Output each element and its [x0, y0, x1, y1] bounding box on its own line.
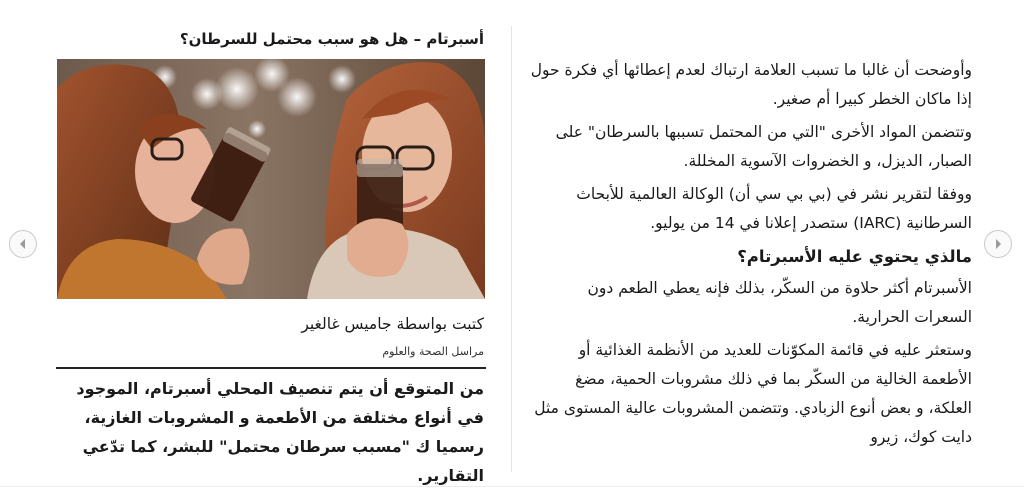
author-role: مراسل الصحة والعلوم — [382, 345, 484, 358]
next-page-button[interactable] — [984, 230, 1012, 258]
separator-rule — [56, 367, 486, 369]
chevron-right-icon — [992, 238, 1004, 250]
paragraph: ووفقا لتقرير نشر في (بي بي سي أن) الوكالة العالمية للأبحاث السرطانية (IARC) ستصدر إعلانا في 14 من يوليو. — [576, 185, 972, 232]
page-bottom-border — [0, 486, 1024, 487]
article-photo — [57, 59, 485, 299]
women-drinking-cola-photo — [57, 59, 485, 299]
column-divider — [511, 26, 512, 472]
previous-page-button[interactable] — [9, 230, 37, 258]
section-heading: مالذي يحتوي عليه الأسبرتام؟ — [737, 247, 972, 266]
chevron-left-icon — [17, 238, 29, 250]
article-title: أسبرتام – هل هو سبب محتمل للسرطان؟ — [179, 30, 484, 48]
article-right-column — [527, 56, 972, 456]
paragraph: الأسبرتام أكثر حلاوة من السكّر، بذلك فإنه يعطي الطعم دون السعرات الحرارية. — [587, 279, 972, 326]
author-byline: كتبت بواسطة جاميس غالغير — [301, 315, 484, 333]
lead-paragraph: من المتوقع أن يتم تنصيف المحلي أسبرتام، الموجود في أنواع مختلفة من الأطعمة و المشروبات الغازية، رسميا ك "مسبب سرطان محتمل" للبشر، كما تدّعي التقارير. — [76, 379, 484, 485]
article-left-column — [56, 26, 486, 490]
paragraph: وتتضمن المواد الأخرى "التي من المحتمل تسببها بالسرطان" على الصبار، الديزل، و الخضروات الآسوية المخللة. — [555, 123, 972, 170]
paragraph: وستعثر عليه في قائمة المكوّنات للعديد من الأنظمة الغذائية أو الأطعمة الخالية من السكّر بما في ذلك مشروبات الحمية، مضغ العلكة، و بعض أنوع الزبادي. وتتضمن المشروبات عالية المستوى مثل دايت كوك، زيرو — [534, 341, 972, 446]
paragraph: وأوضحت أن غالبا ما تسبب العلامة ارتباك لعدم إعطائها أي فكرة حول إذا ماكان الخطر كبيرا أم صغير. — [530, 61, 972, 108]
